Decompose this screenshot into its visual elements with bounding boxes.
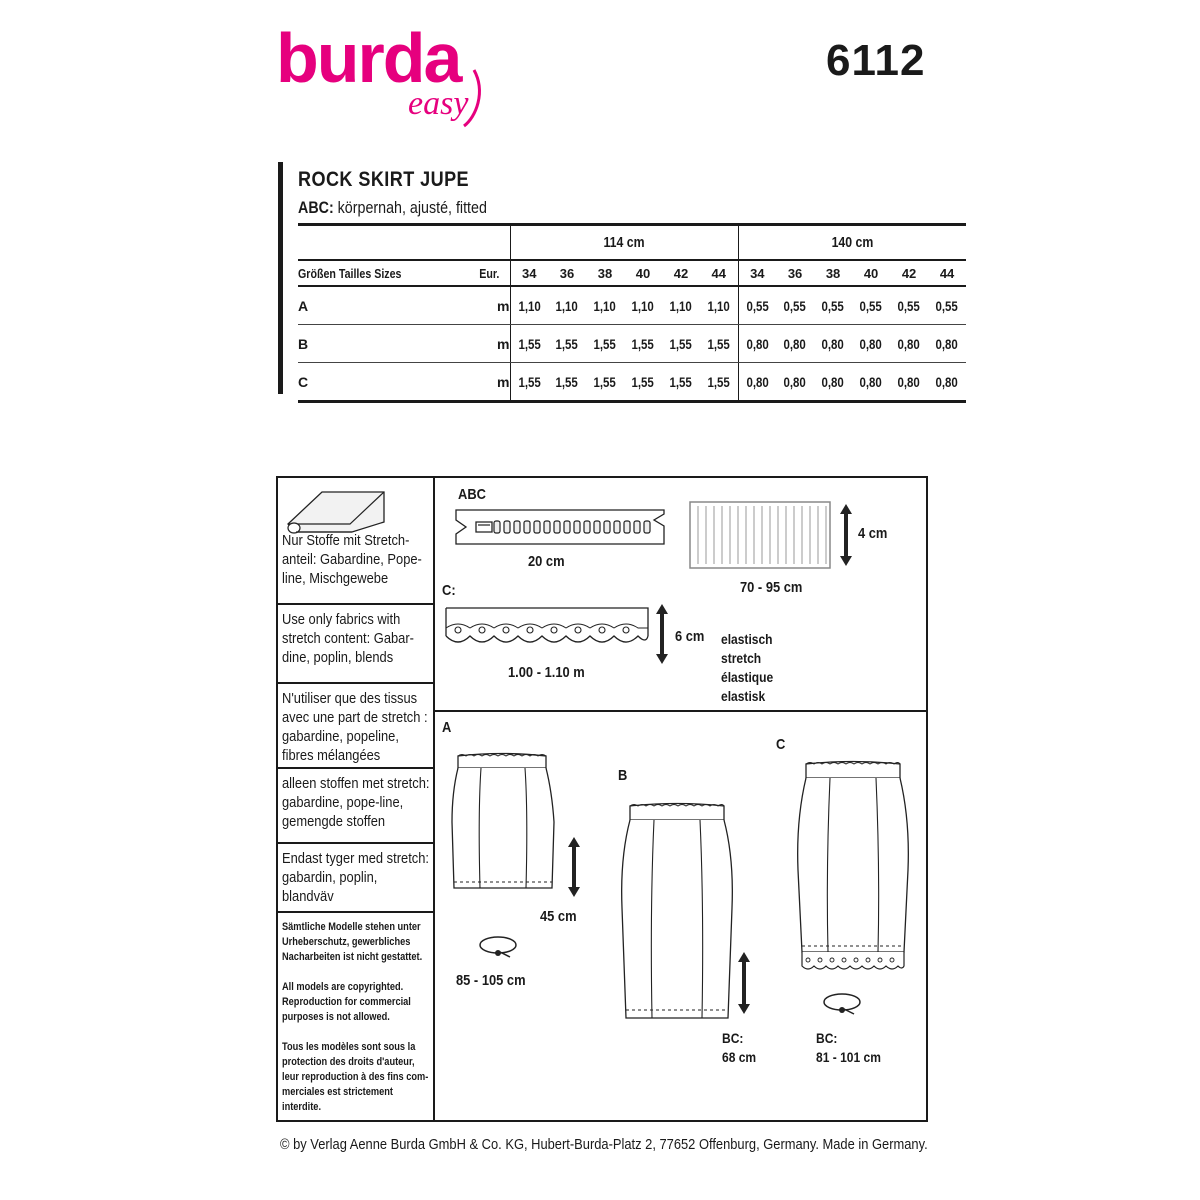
view-c-label: C [776, 736, 786, 753]
lace-width-arrow-icon [654, 602, 670, 666]
size-cell: 40 [624, 260, 662, 286]
size-cell: 38 [814, 260, 852, 286]
skirt-c-drawing [794, 760, 912, 972]
yardage-value: 1,55 [707, 373, 730, 390]
notions-abc-label: ABC [458, 486, 486, 503]
elastic-word-de: elastisch [721, 631, 773, 647]
lace-trim-icon [444, 606, 650, 652]
elastic-band-icon [690, 502, 830, 568]
yardage-row-c [298, 363, 966, 402]
side-divider [278, 767, 433, 769]
size-cell: 42 [890, 260, 928, 286]
fabric-bolt-icon [286, 484, 390, 534]
yardage-value: 1,10 [669, 297, 693, 314]
yardage-value: 1,55 [518, 373, 541, 390]
size-cell: 42 [662, 260, 700, 286]
length-arrow-a-icon [566, 835, 582, 899]
yardage-value: 1,55 [593, 373, 617, 390]
view-label: A [298, 286, 470, 325]
yardage-value: 0,80 [935, 373, 959, 390]
fabric-note-de: Nur Stoffe mit Stretch-anteil: Gabardine, Pope-line, Mischgewebe [282, 532, 422, 587]
width-header-row [298, 225, 966, 261]
eur-label: Eur. [470, 260, 510, 286]
elastic-word-sv: elastisk [721, 688, 766, 704]
view-a-label: A [442, 719, 452, 736]
size-header-row [298, 260, 966, 286]
fit-description [298, 198, 487, 218]
copyright-note-de: Sämtliche Modelle stehen unter Urheberschutz, gewerbliches Nacharbeiten ist nicht gestattet. [282, 921, 423, 963]
yardage-value: 1,55 [518, 335, 541, 352]
frame-vertical-divider [433, 476, 435, 1122]
size-cell: 34 [738, 260, 776, 286]
yardage-row-a [298, 286, 966, 325]
yardage-value: 0,80 [897, 373, 921, 390]
yardage-value: 1,55 [631, 373, 655, 390]
view-b-label: B [618, 767, 628, 784]
yardage-value: 0,55 [897, 297, 921, 314]
size-cell: 38 [586, 260, 624, 286]
lace-length: 1.00 - 1.10 m [508, 664, 585, 681]
copyright-note-en: All models are copyrighted. Reproduction for commercial purposes is not allowed. [282, 981, 411, 1023]
yardage-value: 1,10 [555, 297, 579, 314]
yardage-value: 1,10 [631, 297, 655, 314]
view-label: C [298, 363, 470, 402]
unit-label: m [470, 363, 510, 402]
side-divider [278, 682, 433, 684]
yardage-value: 1,55 [555, 373, 579, 390]
yardage-value: 0,55 [859, 297, 883, 314]
view-a-length: 45 cm [540, 908, 577, 925]
skirt-a-drawing [448, 752, 556, 892]
view-b-length: 68 cm [722, 1049, 757, 1065]
width-140-header: 140 cm [738, 225, 966, 261]
unit-label: m [470, 286, 510, 325]
size-cell: 44 [928, 260, 966, 286]
unit-label: m [470, 325, 510, 363]
view-c-waist-prefix: BC: [816, 1030, 838, 1046]
copyright-note-fr: Tous les modèles sont sous la protection des droits d'auteur, leur reproduction à des fins com-merciales est strictement interdite. [282, 1041, 429, 1113]
notions-c-label: C: [442, 582, 456, 599]
yardage-value: 0,80 [746, 373, 769, 390]
side-divider [278, 842, 433, 844]
yardage-value: 1,55 [631, 335, 655, 352]
yardage-value: 0,80 [821, 335, 845, 352]
yardage-value: 0,80 [897, 335, 921, 352]
yardage-value: 0,80 [821, 373, 845, 390]
width-114-header: 114 cm [510, 225, 738, 261]
view-c-waist: 81 - 101 cm [816, 1049, 881, 1065]
view-label: B [298, 325, 470, 363]
elastic-word-fr: élastique [721, 669, 774, 685]
zipper-icon [454, 506, 668, 548]
size-cell: 44 [700, 260, 738, 286]
copyright-footer: © by Verlag Aenne Burda GmbH & Co. KG, Hubert-Burda-Platz 2, 77652 Offenburg, Germany. Made in Germany. [280, 1136, 928, 1153]
yardage-row-b [298, 325, 966, 363]
view-b-length-block [722, 1029, 756, 1067]
logo-brand-text: burda [276, 19, 461, 97]
fabric-note-sv: Endast tyger med stretch: gabardin, poplin, blandväv [282, 850, 429, 905]
title-accent-bar [278, 162, 283, 394]
fabric-note-fr: N'utiliser que des tissus avec une part de stretch : gabardine, popeline, fibres mélangées [282, 690, 428, 764]
elastic-length: 70 - 95 cm [740, 579, 803, 596]
yardage-value: 0,55 [935, 297, 959, 314]
yardage-value: 1,10 [593, 297, 617, 314]
yardage-value: 0,80 [783, 373, 807, 390]
garment-title: ROCK SKIRT JUPE [298, 168, 470, 191]
pattern-number: 6112 [826, 36, 926, 85]
size-cell: 40 [852, 260, 890, 286]
side-divider [278, 911, 433, 913]
waist-loop-c-icon [822, 992, 864, 1018]
view-c-waist-block [816, 1029, 881, 1067]
yardage-value: 1,55 [555, 335, 579, 352]
size-cell: 36 [776, 260, 814, 286]
yardage-value: 0,80 [859, 373, 883, 390]
size-cell: 34 [510, 260, 548, 286]
view-b-length-prefix: BC: [722, 1030, 744, 1046]
size-cell: 36 [548, 260, 586, 286]
fit-text: körpernah, ajusté, fitted [333, 198, 487, 217]
elastic-width: 4 cm [858, 525, 888, 542]
yardage-value: 0,55 [746, 297, 769, 314]
zipper-length: 20 cm [528, 553, 565, 570]
yardage-value: 1,55 [669, 373, 693, 390]
view-a-waist: 85 - 105 cm [456, 972, 526, 989]
waist-loop-a-icon [478, 935, 520, 961]
fabric-note-nl: alleen stoffen met stretch: gabardine, pope-line, gemengde stoffen [282, 775, 430, 830]
length-arrow-b-icon [736, 950, 752, 1016]
yardage-value: 1,55 [593, 335, 617, 352]
yardage-value: 1,55 [707, 335, 730, 352]
yardage-value: 0,80 [783, 335, 807, 352]
skirt-b-drawing [616, 798, 738, 1022]
logo-mark [276, 19, 496, 132]
elastic-word-en: stretch [721, 650, 762, 666]
frame-horizontal-divider [433, 710, 928, 712]
elastic-words [721, 630, 773, 706]
yardage-value: 0,80 [935, 335, 959, 352]
yardage-value: 1,55 [669, 335, 693, 352]
yardage-value: 1,10 [707, 297, 730, 314]
logo-sub-text: easy [408, 85, 469, 122]
yardage-value: 0,55 [821, 297, 845, 314]
yardage-table [298, 223, 966, 403]
elastic-width-arrow-icon [838, 502, 854, 568]
size-header-label: Größen Tailles Sizes [298, 260, 470, 286]
fit-prefix: ABC: [298, 198, 334, 217]
fabric-note-en: Use only fabrics with stretch content: Gabar-dine, poplin, blends [282, 611, 414, 666]
yardage-value: 0,55 [783, 297, 807, 314]
burda-easy-logo [276, 19, 496, 132]
side-divider [278, 603, 433, 605]
lace-width: 6 cm [675, 628, 705, 645]
yardage-value: 0,80 [859, 335, 883, 352]
yardage-value: 1,10 [518, 297, 541, 314]
yardage-value: 0,80 [746, 335, 769, 352]
